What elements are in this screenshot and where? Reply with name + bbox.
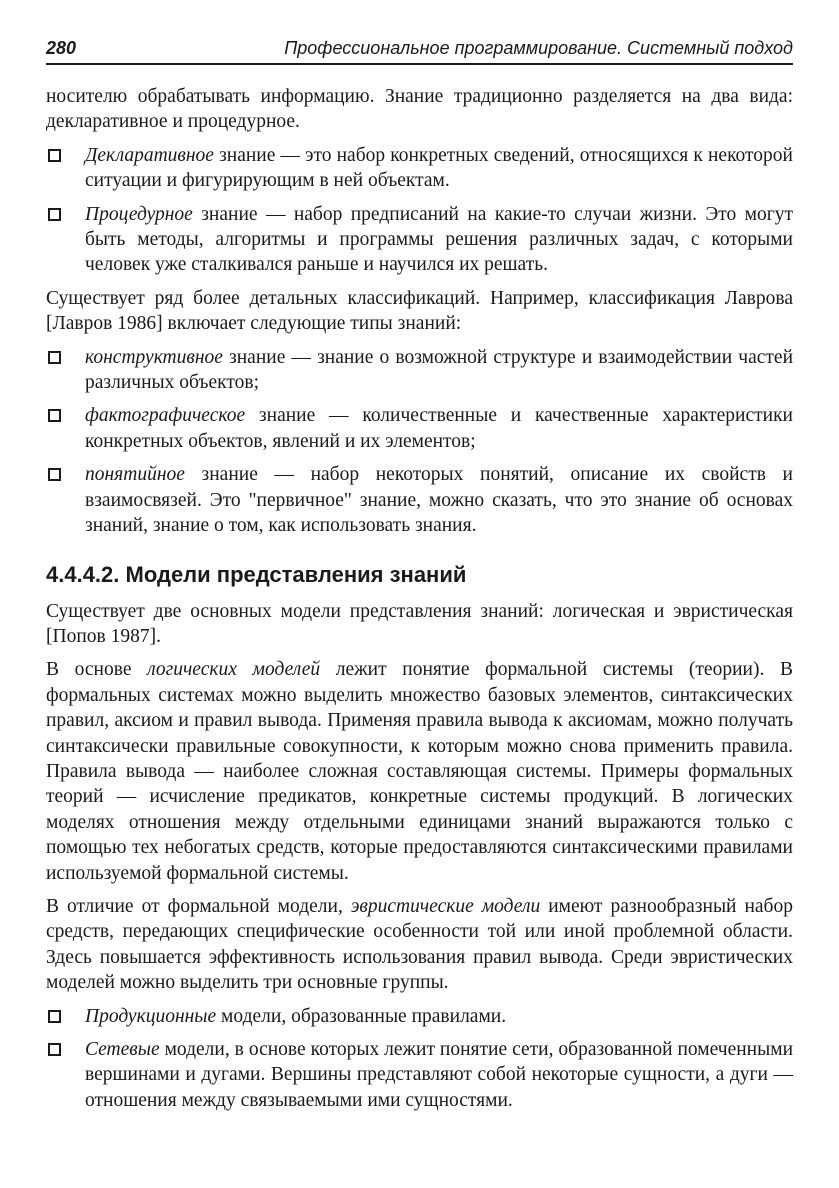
term: Сетевые (85, 1039, 160, 1060)
list-item: Процедурное знание — набор предписаний на какие-то случаи жизни. Это могут быть методы, алгоритмы и программы решения различных задач, с которыми человек уже сталкивался раньше и научился их решать. (46, 202, 793, 278)
checkbox-bullet-icon (48, 409, 61, 422)
term: Декларативное (85, 144, 214, 166)
list-item: конструктивное знание — знание о возможной структуре и взаимодействии частей различных объектов; (46, 345, 793, 396)
running-header (46, 38, 793, 65)
term: конструктивное (85, 346, 223, 368)
checkbox-bullet-icon (48, 1010, 61, 1023)
list-item: Продукционные модели, образованные правилами. (46, 1004, 793, 1029)
term: фактографическое (85, 405, 246, 427)
page-number: 280 (46, 38, 77, 58)
list-item: Сетевые модели, в основе которых лежит понятие сети, образованной помеченными вершинами и дугами. Вершины представляют собой некоторые сущности, а дуги — отношения между связываемыми ими сущностями. (46, 1037, 793, 1113)
checkbox-bullet-icon (48, 149, 61, 162)
running-title: Профессиональное программирование. Системный подход (284, 38, 793, 58)
term: Продукционные (85, 1005, 217, 1027)
logical-models-paragraph: В основе логических моделей лежит понятие формальной системы (теории). В формальных системах можно выделить множество базовых элементов, синтаксических правил, аксиом и правил вывода. Применяя правила вывода к аксиомам, можно получать синтаксически правильные совокупности, к которым можно снова применить правила. Правила вывода — наиболее сложная составляющая системы. Примеры формальных теорий — исчисление предикатов, конкретные системы продукций. В логических моделях отношения между отдельными единицами знаний выражаются только с помощью тех небогатых средств, которые предоставляются синтаксическими правилами используемой формальной системы. (46, 659, 793, 884)
checkbox-bullet-icon (48, 468, 61, 481)
term: Процедурное (85, 203, 193, 225)
models-intro-paragraph: Существует две основных модели представления знаний: логическая и эвристическая [Попов 1987]. (46, 600, 793, 647)
checkbox-bullet-icon (48, 1043, 61, 1056)
checkbox-bullet-icon (48, 208, 61, 221)
list-item: Декларативное знание — это набор конкретных сведений, относящихся к некоторой ситуации и фигурирующим в ней объектам. (46, 143, 793, 194)
list-item: понятийное знание — набор некоторых понятий, описание их свойств и взаимосвязей. Это "первичное" знание, можно сказать, что это знание об основах знаний, знание о том, как использовать знания. (46, 462, 793, 538)
page-content (46, 84, 793, 1121)
lavrov-paragraph: Существует ряд более детальных классификаций. Например, классификация Лаврова [Лавров 1986] включает следующие типы знаний: (46, 287, 793, 335)
term: логических моделей (147, 659, 321, 681)
list-item: фактографическое знание — количественные и качественные характеристики конкретных объектов, явлений и их элементов; (46, 403, 793, 454)
checkbox-bullet-icon (48, 351, 61, 364)
term: понятийное (85, 464, 185, 486)
intro-paragraph: носителю обрабатывать информацию. Знание традиционно разделяется на два вида: декларативное и процедурное. (46, 86, 793, 133)
section-heading: 4.4.4.2. Модели представления знаний (46, 561, 467, 587)
heuristic-models-paragraph: В отличие от формальной модели, эвристические модели имеют разнообразный набор средств, передающих специфические особенности той или иной проблемной области. Здесь повышается эффективность использования правил вывода. Среди эвристических моделей можно выделить три основные группы. (46, 895, 793, 994)
term: эвристические модели (350, 895, 541, 917)
